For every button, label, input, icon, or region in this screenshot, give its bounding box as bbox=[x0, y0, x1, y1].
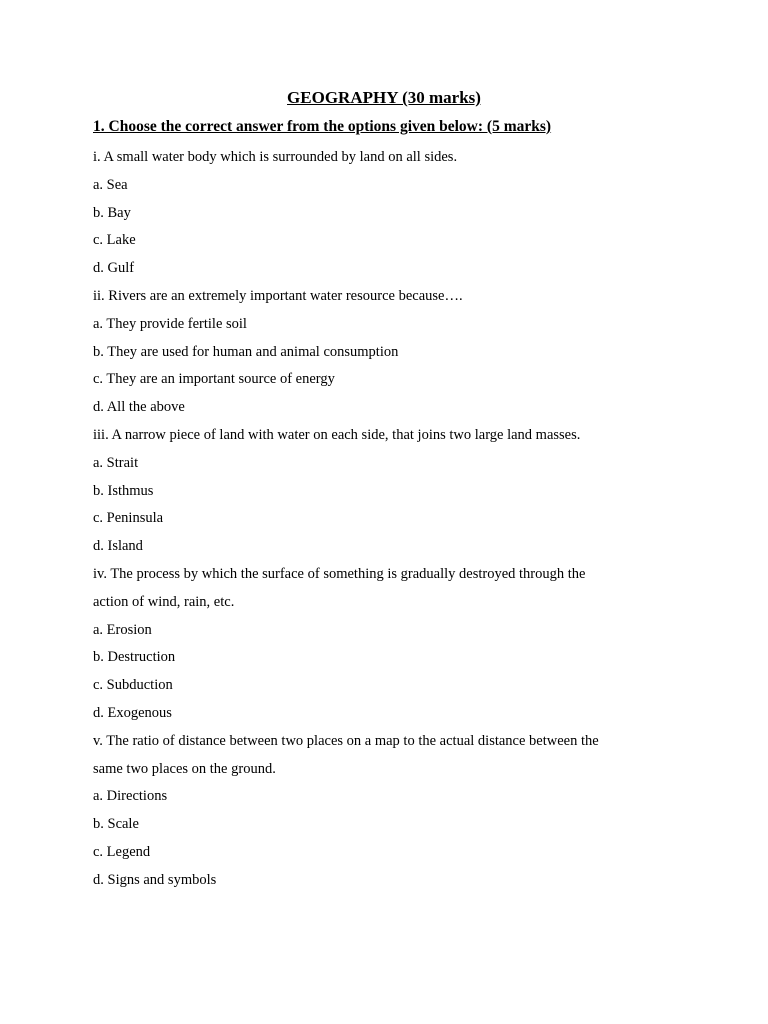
question-text-continued: action of wind, rain, etc. bbox=[93, 593, 235, 610]
question-list bbox=[93, 144, 653, 895]
answer-option: b. Scale bbox=[93, 816, 139, 833]
answer-option: a. Erosion bbox=[93, 621, 152, 638]
answer-option: d. Exogenous bbox=[93, 704, 172, 721]
answer-option: a. Sea bbox=[93, 176, 128, 193]
question-text: iv. The process by which the surface of something is gradually destroyed through the bbox=[93, 565, 586, 582]
answer-option: c. Legend bbox=[93, 843, 151, 860]
answer-option: a. Strait bbox=[93, 454, 139, 471]
question-text: ii. Rivers are an extremely important water resource because…. bbox=[93, 287, 463, 304]
question-text: i. A small water body which is surrounded by land on all sides. bbox=[93, 149, 458, 165]
section-heading: 1. Choose the correct answer from the options given below: (5 marks) bbox=[93, 118, 552, 135]
answer-option: a. Directions bbox=[93, 788, 168, 805]
question-text-continued: same two places on the ground. bbox=[93, 760, 276, 777]
answer-option: d. Island bbox=[93, 538, 143, 555]
question-text: v. The ratio of distance between two places on a map to the actual distance between the bbox=[93, 732, 599, 749]
answer-option: c. Peninsula bbox=[93, 510, 164, 527]
answer-option: b. They are used for human and animal consumption bbox=[93, 343, 399, 360]
answer-option: c. Subduction bbox=[93, 677, 173, 694]
document-title: GEOGRAPHY (30 marks) bbox=[287, 88, 481, 107]
answer-option: a. They provide fertile soil bbox=[93, 315, 247, 332]
answer-option: d. All the above bbox=[93, 399, 185, 416]
question-text: iii. A narrow piece of land with water on each side, that joins two large land masses. bbox=[93, 426, 581, 443]
answer-option: b. Bay bbox=[93, 204, 131, 221]
answer-option: c. They are an important source of energy bbox=[93, 371, 335, 388]
answer-option: d. Gulf bbox=[93, 260, 135, 277]
answer-option: b. Destruction bbox=[93, 649, 176, 666]
answer-option: c. Lake bbox=[93, 232, 136, 249]
answer-option: d. Signs and symbols bbox=[93, 871, 217, 888]
answer-option: b. Isthmus bbox=[93, 482, 154, 499]
